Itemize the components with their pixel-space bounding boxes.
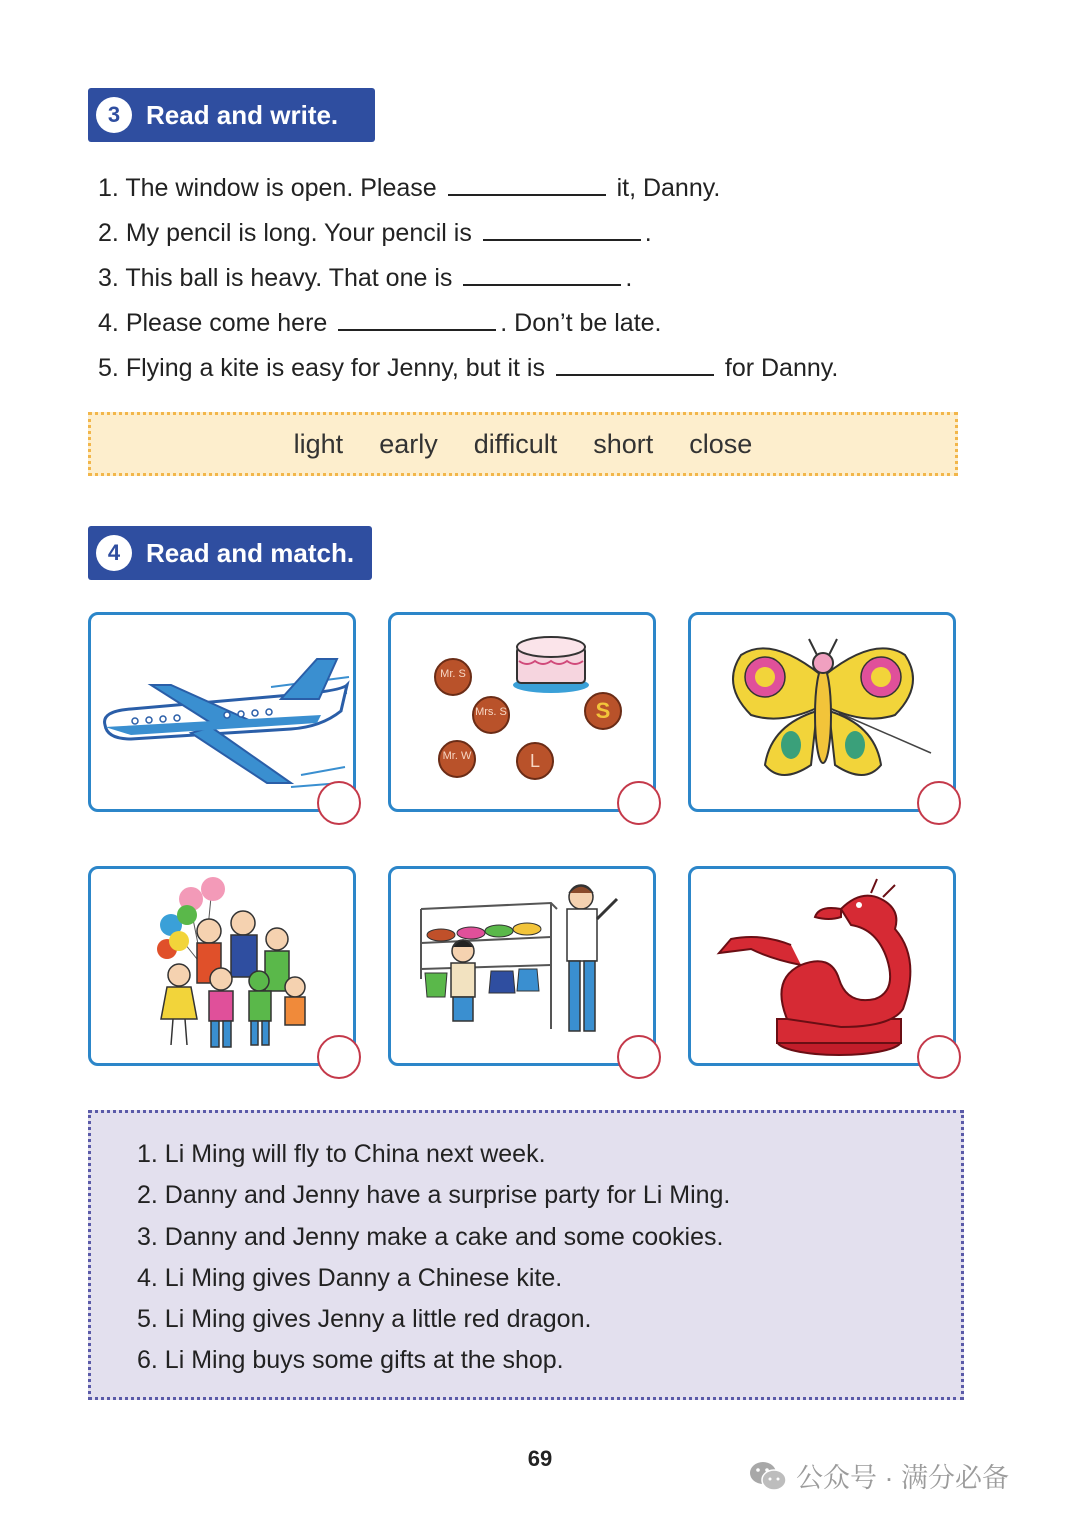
question-text: My pencil is long. Your pencil is	[125, 219, 472, 247]
match-sentences	[91, 1113, 961, 1383]
match-answer-circle[interactable]	[617, 1035, 661, 1079]
section-4-header	[88, 526, 372, 580]
question-text: Please come here	[125, 309, 328, 337]
section-number: 4	[96, 535, 132, 571]
cookie-label: Mr. S	[440, 668, 466, 680]
picture-card-surprise-party	[88, 866, 356, 1066]
question-text-end: . Don’t be late.	[500, 309, 662, 337]
answer-blank[interactable]	[556, 352, 714, 376]
question-3	[98, 258, 838, 303]
watermark-text: 公众号 · 满分必备	[796, 1463, 1009, 1493]
match-answer-circle[interactable]	[917, 781, 961, 825]
question-text: This ball is heavy. That one is	[125, 264, 453, 292]
sentence: 1. Li Ming will fly to China next week.	[137, 1140, 546, 1168]
sentence: 6. Li Ming buys some gifts at the shop.	[137, 1346, 564, 1375]
cake-and-cookies-illustration	[391, 615, 653, 809]
picture-card-gift-shop	[388, 866, 656, 1066]
question-number: 4.	[98, 309, 119, 337]
match-answer-circle[interactable]	[917, 1035, 961, 1079]
word-bank-item: light	[293, 428, 344, 459]
surprise-party-illustration	[91, 869, 353, 1063]
question-number: 1.	[98, 174, 119, 202]
cookie-label: L	[529, 751, 541, 771]
question-number: 2.	[98, 219, 119, 247]
picture-card-airplane	[88, 612, 356, 812]
butterfly-kite-illustration	[691, 615, 953, 809]
word-bank-item: close	[689, 428, 753, 459]
section-title: Read and match.	[146, 537, 355, 568]
question-text: The window is open. Please	[125, 174, 437, 202]
word-bank-item: early	[379, 428, 438, 459]
question-text: Flying a kite is easy for Jenny, but it is	[125, 354, 545, 382]
question-4	[98, 303, 838, 348]
red-dragon-illustration	[691, 869, 953, 1063]
question-1	[98, 168, 838, 213]
cookie-label: Mrs. S	[475, 706, 507, 718]
fill-in-questions	[98, 168, 838, 393]
picture-card-cake-cookies	[388, 612, 656, 812]
question-5	[98, 348, 838, 393]
section-title: Read and write.	[146, 99, 339, 130]
sentence: 5. Li Ming gives Jenny a little red dragon.	[137, 1305, 592, 1334]
answer-blank[interactable]	[338, 307, 496, 331]
gift-shop-illustration	[391, 869, 653, 1063]
picture-card-red-dragon	[688, 866, 956, 1066]
match-answer-circle[interactable]	[317, 781, 361, 825]
question-2	[98, 213, 838, 258]
sentence: 2. Danny and Jenny have a surprise party for Li Ming.	[137, 1181, 731, 1210]
answer-blank[interactable]	[483, 217, 641, 241]
answer-blank[interactable]	[448, 172, 606, 196]
cookie-label: S	[595, 698, 611, 723]
question-text-end: .	[625, 264, 633, 292]
section-3-header	[88, 88, 375, 142]
match-answer-circle[interactable]	[617, 781, 661, 825]
answer-blank[interactable]	[463, 262, 621, 286]
word-bank-item: difficult	[473, 428, 558, 459]
sentence: 4. Li Ming gives Danny a Chinese kite.	[137, 1263, 563, 1292]
section-number: 3	[96, 97, 132, 133]
question-text-end: for Danny.	[724, 354, 839, 382]
picture-card-butterfly-kite	[688, 612, 956, 812]
question-text-end: .	[644, 219, 652, 247]
question-number: 3.	[98, 264, 119, 292]
word-bank-item: short	[593, 428, 654, 459]
word-bank	[88, 412, 958, 476]
cookie-label: Mr. W	[442, 750, 472, 762]
airplane-illustration	[91, 615, 353, 809]
watermark	[748, 1456, 1009, 1495]
page-number: 69	[527, 1446, 553, 1471]
question-text-end: it, Danny.	[616, 174, 721, 202]
wechat-icon	[748, 1459, 788, 1493]
sentence: 3. Danny and Jenny make a cake and some cookies.	[137, 1222, 724, 1251]
match-sentences-box	[88, 1110, 964, 1400]
question-number: 5.	[98, 354, 119, 382]
match-answer-circle[interactable]	[317, 1035, 361, 1079]
